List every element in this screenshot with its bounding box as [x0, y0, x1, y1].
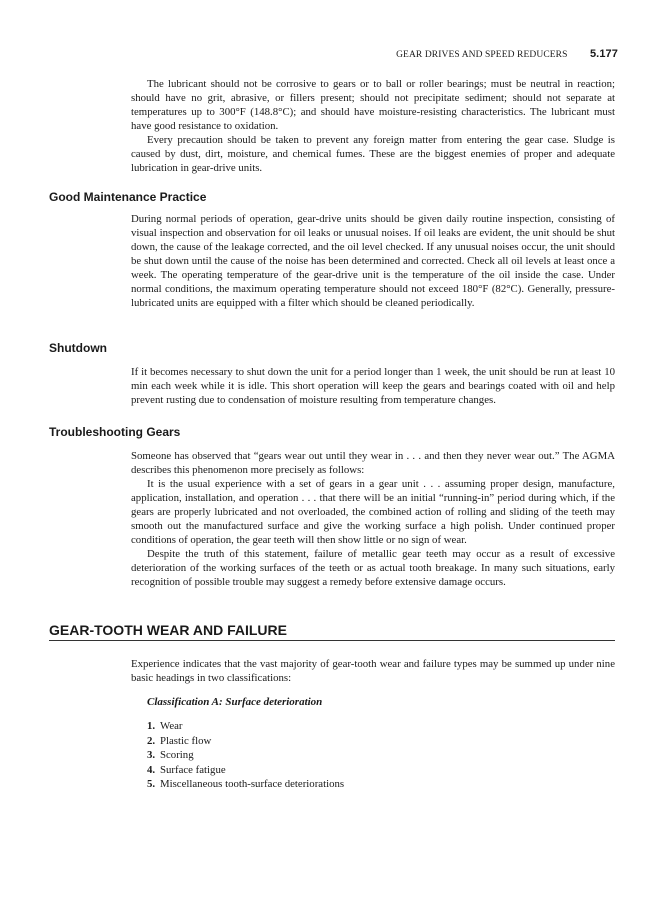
wear-intro-paragraph: Experience indicates that the vast majority of gear-tooth wear and failure types may be summed up under nine basic headings in two classifications:: [131, 658, 615, 684]
deterioration-list: [147, 719, 344, 792]
list-item: 4. Surface fatigue: [147, 763, 226, 776]
intro-paragraph-1: The lubricant should not be corrosive to gears or to ball or roller bearings; must be neutral in reaction; should have no grit, abrasive, or fillers present; should not precipitate sediment; should not separate at temperatures up to 300°F (148.8°C); and should have moisture-resisting characteristics. The lubricant must have good resistance to oxidation.: [131, 78, 615, 132]
intro-paragraph-2: Every precaution should be taken to prevent any foreign matter from entering the gear case. Sludge is caused by dust, dirt, moisture, and chemical fumes. These are the biggest enemies of proper and adequate lubrication in gear-drive units.: [131, 134, 615, 174]
classification-title: Classification A: Surface deterioration: [147, 696, 323, 708]
shutdown-section: [131, 365, 615, 407]
running-head: [396, 48, 618, 60]
major-heading-gear-tooth-wear: GEAR-TOOTH WEAR AND FAILURE: [49, 622, 615, 641]
wear-intro-section: [131, 657, 615, 685]
list-item: 3. Scoring: [147, 749, 194, 762]
section-heading-shutdown: Shutdown: [49, 341, 107, 355]
page-number: 5.177: [589, 48, 618, 60]
list-item: 2. Plastic flow: [147, 734, 212, 747]
list-item: 5. Miscellaneous tooth-surface deteriorations: [147, 778, 345, 791]
section-heading-maintenance: Good Maintenance Practice: [49, 190, 207, 204]
troubleshooting-quote: It is the usual experience with a set of gears in a gear unit . . . assuming proper design, manufacture, application, installation, and operation . . . that there will be an initial “running-in” period during which, if the gears are properly lubricated and not overloaded, the combined action of rolling and sliding of the teeth may smooth out the manufactured surface and give the working surface a high polish. Under continued proper conditions of operation, the gear teeth will then show little or no sign of wear.: [131, 478, 615, 546]
troubleshooting-section: [131, 449, 615, 589]
troubleshooting-paragraph-1: Someone has observed that “gears wear out until they wear in . . . and then they never wear out.” The AGMA describes this phenomenon more precisely as follows:: [131, 450, 615, 476]
maintenance-section: [131, 212, 615, 310]
list-item: 1. Wear: [147, 720, 183, 732]
maintenance-paragraph: During normal periods of operation, gear-drive units should be given daily routine inspection, consisting of visual inspection and observation for oil leaks or unusual noises. If oil leaks are evident, the unit should be shut down, the cause of the leakage corrected, and the oil level checked. If any unusual noises occur, the unit should be shut down until the cause of the noise has been determined and corrected. Check all oil levels at least once a week. The operating temperature of the gear-drive unit is the temperature of the oil inside the case. Under normal conditions, the maximum operating temperature should not exceed 180°F (82°C). Generally, pressure-lubricated units are equipped with a filter which should be cleaned periodically.: [131, 213, 615, 309]
section-heading-troubleshooting: Troubleshooting Gears: [49, 425, 181, 439]
troubleshooting-paragraph-3: Despite the truth of this statement, failure of metallic gear teeth may occur as a result of excessive deterioration of the working surfaces of the teeth or as actual tooth breakage. In many such situations, early recognition of possible trouble may suggest a remedy before extensive damage occurs.: [131, 548, 615, 588]
shutdown-paragraph: If it becomes necessary to shut down the unit for a period longer than 1 week, the unit should be run at least 10 min each week while it is idle. This short operation will keep the gears and bearings coated with oil and help prevent rusting due to condensation of moisture resulting from temperature changes.: [131, 366, 615, 406]
running-title: GEAR DRIVES AND SPEED REDUCERS: [396, 50, 568, 60]
intro-section: [131, 77, 615, 175]
